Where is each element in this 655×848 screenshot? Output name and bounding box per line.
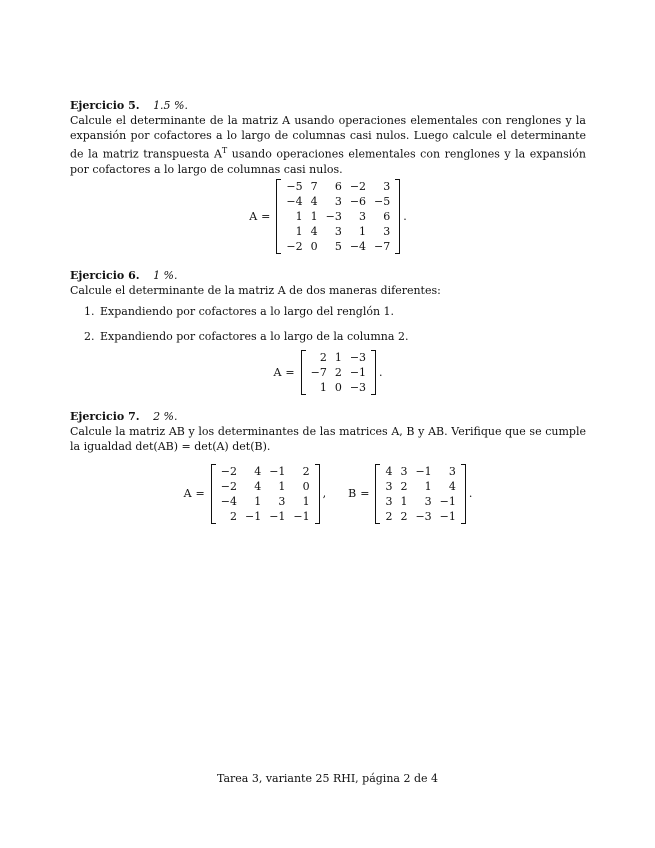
matrix-entry: 1 (319, 380, 327, 394)
matrix-entry: 4 (385, 464, 393, 478)
matrix-entry: 3 (400, 464, 408, 478)
matrix-entry: 1 (295, 224, 303, 238)
matrix-a (301, 350, 376, 395)
matrix-entry: 2 (302, 464, 310, 478)
list-item: 2. Expandiendo por cofactores a lo largo de la columna 2. (98, 329, 586, 344)
matrix-entry: 4 (254, 479, 262, 493)
matrix-row (282, 179, 394, 194)
matrix-entry: −6 (349, 194, 367, 208)
matrix-row (217, 464, 314, 479)
matrix-entry: −2 (220, 464, 237, 478)
matrix-row (381, 509, 459, 524)
matrix-entry: 1 (302, 494, 310, 508)
matrix-entry: 3 (334, 194, 342, 208)
matrix-entry: 2 (400, 479, 408, 493)
matrix-b (375, 464, 465, 524)
matrix-row (282, 224, 394, 239)
list-item: 1. Expandiendo por cofactores a lo largo del renglón 1. (98, 304, 586, 319)
matrix-label: B (348, 487, 357, 501)
exercise-title: Ejercicio 5. (70, 99, 140, 112)
matrix-row (307, 365, 370, 380)
exercise-5 (70, 98, 586, 254)
matrix-entry: −1 (244, 509, 262, 523)
matrix-entry: 0 (334, 380, 342, 394)
matrix-entry: −1 (439, 509, 456, 523)
matrix-a (211, 464, 320, 524)
matrix-row (217, 494, 314, 509)
matrix-entry: 3 (334, 224, 342, 238)
matrix-row (282, 209, 394, 224)
matrix-pair: A = −2 4 −1 2 −2 4 1 0 −4 1 3 1 2 −1 −1 −1 , B = 4 3 −1 3 3 2 1 4 3 1 3 −1 2 2 −3 −1 . (183, 464, 473, 523)
matrix-entry: 7 (310, 179, 318, 193)
matrix-entry: 1 (254, 494, 262, 508)
matrix-entry: 3 (385, 479, 393, 493)
matrix-entry: −2 (349, 179, 367, 193)
matrix-entry: 3 (448, 464, 456, 478)
matrix-entry: 2 (400, 509, 408, 523)
matrix-entry: 1 (359, 224, 367, 238)
matrix-equation: A = −5 7 6 −2 3 −4 4 3 −6 −5 1 1 −3 3 6 1 4 3 1 3 −2 0 5 −4 −7 . (249, 179, 407, 253)
matrix-entry: 3 (383, 224, 391, 238)
matrix-row (307, 380, 370, 395)
matrix-label: A (249, 209, 258, 223)
exercise-7 (70, 409, 586, 524)
matrix-entry: 5 (334, 239, 342, 253)
matrix-row (381, 479, 459, 494)
matrix-entry: −1 (293, 509, 310, 523)
matrix-row (381, 464, 459, 479)
document-body (70, 98, 586, 534)
matrix-entry: 0 (302, 479, 310, 493)
matrix-entry: 3 (385, 494, 393, 508)
exercise-6 (70, 268, 586, 395)
matrix-entry: 4 (448, 479, 456, 493)
matrix-entry: 3 (278, 494, 286, 508)
matrix-entry: 3 (383, 179, 391, 193)
method-list (70, 304, 586, 344)
matrix-entry: −3 (349, 380, 367, 394)
exercise-statement: Calcule la matriz AB y los determinantes de las matrices A, B y AB. Verifique que se cumple la igualdad det(AB) = det(A) det(B). (70, 424, 586, 453)
matrix-entry: −4 (220, 494, 237, 508)
exercise-title: Ejercicio 7. (70, 409, 140, 423)
matrix-entry: 2 (334, 365, 342, 379)
matrix-entry: −3 (349, 350, 367, 364)
matrix-entry: 1 (400, 494, 408, 508)
matrix-entry: 6 (383, 209, 391, 223)
exercise-title: Ejercicio 6. (70, 268, 140, 282)
matrix-entry: −4 (286, 194, 303, 208)
matrix-label: A (183, 487, 192, 501)
matrix-entry: −1 (439, 494, 456, 508)
matrix-entry: 6 (334, 179, 342, 193)
matrix-entry: 3 (424, 494, 432, 508)
matrix-entry: 3 (359, 209, 367, 223)
matrix-entry: −3 (415, 509, 432, 523)
matrix-entry: 2 (319, 350, 327, 364)
exercise-weight: 1.5 %. (153, 99, 189, 112)
matrix-entry: −1 (269, 464, 286, 478)
matrix-equation: A = 2 1 −3 −7 2 −1 1 0 −3 . (273, 350, 383, 394)
matrix-entry: 2 (385, 509, 393, 523)
matrix-entry: 2 (229, 509, 237, 523)
matrix-entry: −1 (415, 464, 432, 478)
matrix-entry: 1 (278, 479, 286, 493)
matrix-entry: −2 (220, 479, 237, 493)
matrix-entry: 4 (310, 194, 318, 208)
matrix-a (276, 179, 400, 254)
matrix-entry: −4 (349, 239, 367, 253)
matrix-entry: −5 (374, 194, 391, 208)
matrix-entry: −7 (374, 239, 391, 253)
matrix-entry: 1 (295, 209, 303, 223)
matrix-row (381, 494, 459, 509)
page-footer: Tarea 3, variante 25 RHI, página 2 de 4 (216, 772, 439, 785)
matrix-entry: 4 (254, 464, 262, 478)
matrix-row (217, 479, 314, 494)
matrix-entry: −5 (286, 179, 303, 193)
matrix-entry: −1 (349, 365, 367, 379)
matrix-entry: 1 (424, 479, 432, 493)
matrix-entry: −1 (269, 509, 286, 523)
matrix-row (282, 194, 394, 209)
matrix-label: A (273, 365, 282, 379)
exercise-statement: Calcule el determinante de la matriz A usando operaciones elementales con renglones y la expansión por cofactores a lo largo de columnas casi nulos. Luego calcule el determinante de la matriz transpuesta $A^T$ usando operaciones elementales con renglones y la expansión por cofactores a lo largo de columnas casi nulos. (70, 114, 587, 176)
matrix-entry: −7 (310, 365, 327, 379)
exercise-weight: 2 %. (153, 409, 178, 423)
exercise-statement: Calcule el determinante de la matriz A de dos maneras diferentes: (70, 283, 441, 297)
matrix-row (282, 239, 394, 254)
matrix-row (217, 509, 314, 524)
matrix-entry: 1 (310, 209, 318, 223)
exercise-weight: 1 %. (153, 268, 178, 282)
matrix-entry: −3 (325, 209, 342, 223)
matrix-entry: 0 (310, 239, 318, 253)
matrix-row (307, 350, 370, 365)
matrix-entry: 1 (334, 350, 342, 364)
matrix-entry: 4 (310, 224, 318, 238)
matrix-entry: −2 (286, 239, 303, 253)
